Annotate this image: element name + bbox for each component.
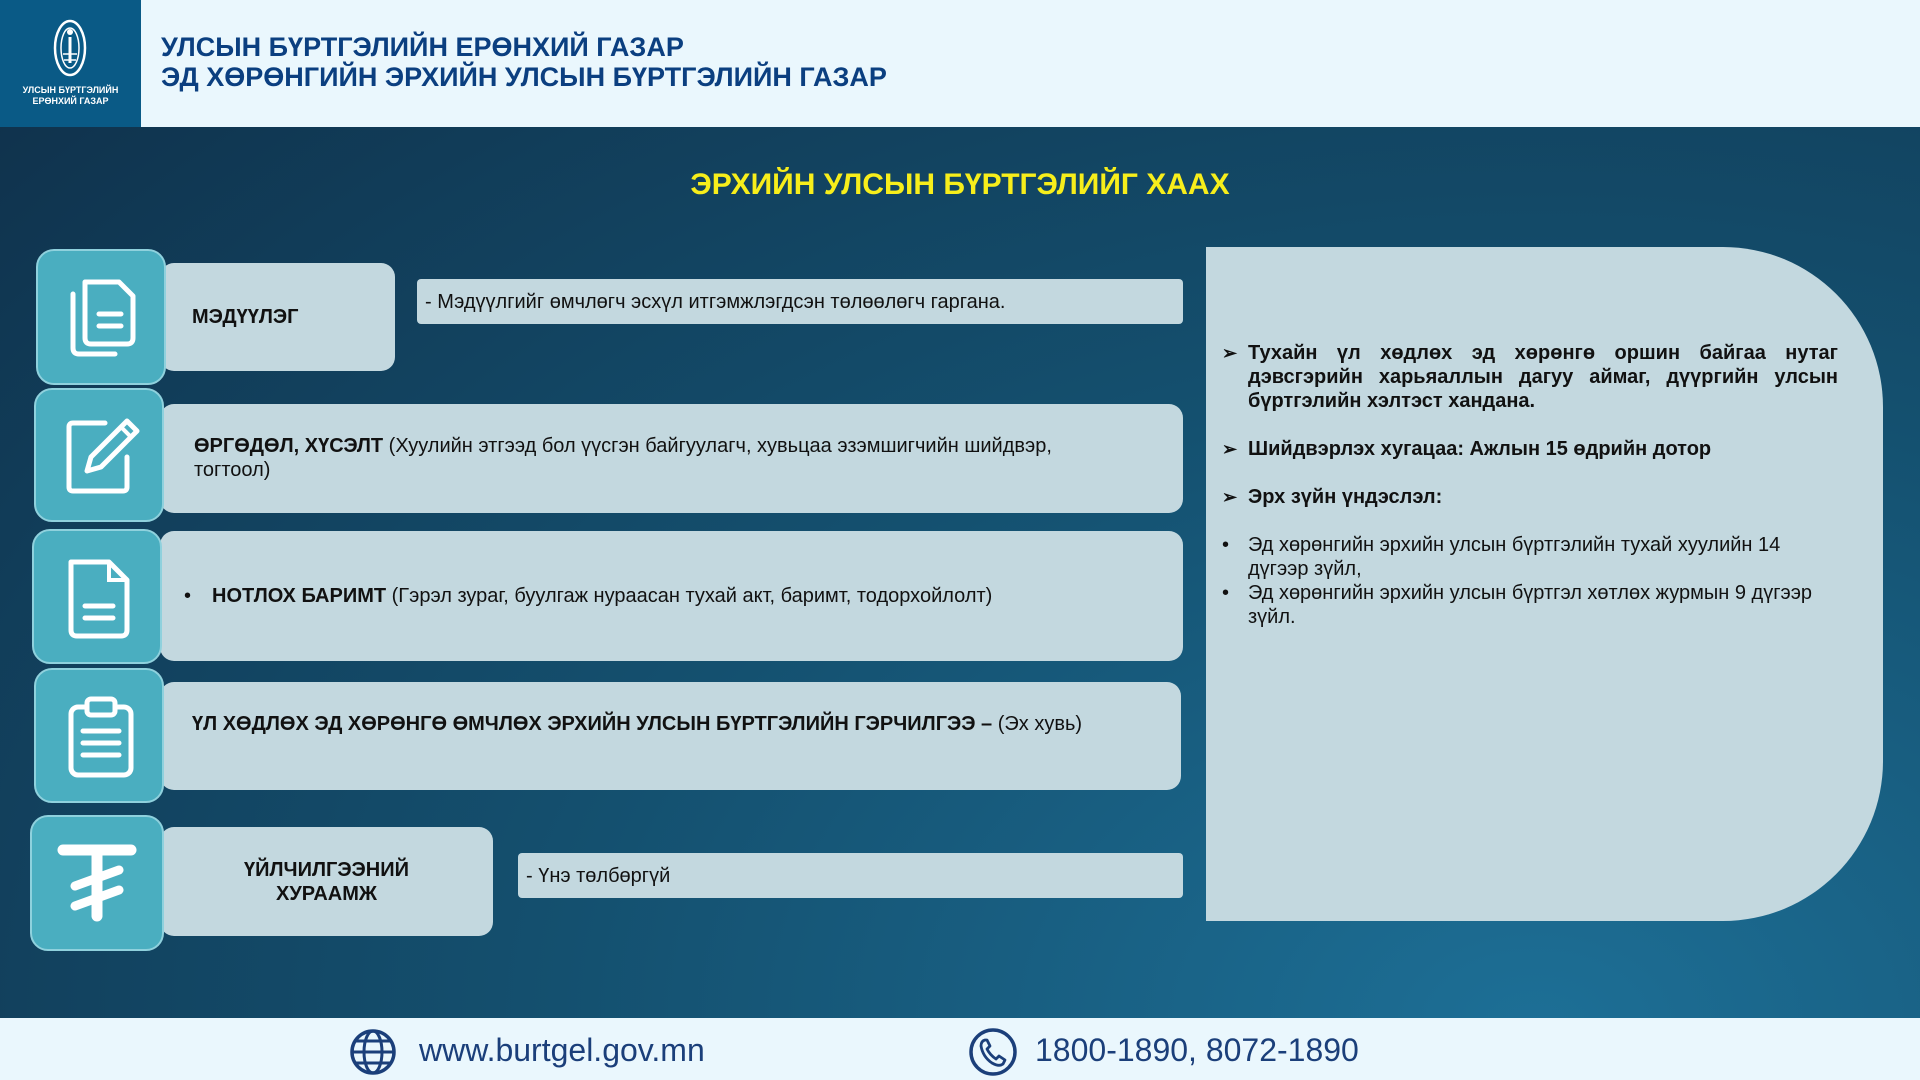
phone-number[interactable]: 1800-1890, 8072-1890 [1035, 1032, 1359, 1068]
logo [0, 0, 141, 127]
tugrik-icon [57, 842, 137, 928]
step-1-description: - Мэдүүлгийг өмчлөгч эсхүл итгэмжлэгдсэн төлөөлөгч гаргана. [417, 279, 1183, 324]
step-2-label-box [160, 404, 1183, 513]
phone-icon [968, 1027, 1018, 1077]
documents-icon [63, 276, 143, 362]
step-1-label: МЭДҮҮЛЭГ [192, 306, 299, 328]
step-4-label-detail: (Эх хувь) [992, 713, 1083, 735]
step-2-icon-box [34, 388, 164, 522]
step-3-label-detail: (Гэрэл зураг, буулгаж нураасан тухай акт, баримт, тодорхойлолт) [386, 585, 993, 607]
info-item-location: ➢ Тухайн үл хөдлөх эд хөрөнгө оршин байгаа нутаг дэвсгэрийн харьяаллын дагуу аймаг, дүүргийн улсын бүртгэлийн хэлтэст хандана. [1222, 342, 1838, 412]
organization-title [161, 32, 887, 92]
logo-line-2: ЕРӨНХИЙ ГАЗАР [32, 96, 109, 106]
step-4-label: ҮЛ ХӨДЛӨХ ЭД ХӨРӨНГӨ ӨМЧЛӨХ ЭРХИЙН УЛСЫН БҮРТГЭЛИЙН ГЭРЧИЛГЭЭ – [192, 713, 993, 735]
step-4-label-box [160, 682, 1181, 790]
step-4-icon-box [34, 668, 164, 803]
step-1-icon-box [36, 249, 166, 385]
title-line-1: УЛСЫН БҮРТГЭЛИЙН ЕРӨНХИЙ ГАЗАР [161, 32, 684, 62]
document-icon [59, 556, 139, 640]
step-3-bullet: • [184, 585, 192, 607]
logo-line-1: УЛСЫН БҮРТГЭЛИЙН [22, 85, 119, 95]
step-3-label: НОТЛОХ БАРИМТ [212, 585, 387, 607]
pencil-edit-icon [61, 415, 141, 499]
step-2-label-detail: (Хуулийн этгээд бол үүсгэн байгуулагч, хувьцаа эзэмшигчийн шийдвэр, тогтоол) [194, 435, 1052, 481]
header [0, 0, 1920, 127]
emblem-icon [52, 18, 88, 78]
step-3-icon-box [32, 529, 162, 664]
arrow-bullet-icon: ➢ [1222, 439, 1238, 459]
page-title: ЭРХИЙН УЛСЫН БҮРТГЭЛИЙГ ХААХ [690, 168, 1230, 201]
step-5-description: - Үнэ төлбөргүй [518, 853, 1183, 898]
step-2-label: ӨРГӨДӨЛ, ХҮСЭЛТ [194, 435, 384, 457]
step-3-label-box [160, 531, 1183, 661]
info-item-legal-basis: ➢ Эрх зүйн үндэслэл: [1222, 486, 1443, 508]
info-panel [1206, 247, 1883, 921]
info-item-deadline: ➢ Шийдвэрлэх хугацаа: Ажлын 15 өдрийн дотор [1222, 438, 1712, 460]
legal-basis-item: • Эд хөрөнгийн эрхийн улсын бүртгэл хөтлөх журмын 9 дүгээр зүйл. [1222, 582, 1813, 628]
step-5-icon-box [30, 815, 164, 951]
step-5-label-line-1: ҮЙЛЧИЛГЭЭНИЙ [244, 858, 409, 881]
arrow-bullet-icon: ➢ [1222, 487, 1238, 507]
step-1-label-box [160, 263, 395, 371]
arrow-bullet-icon: ➢ [1222, 343, 1238, 363]
legal-basis-item: • Эд хөрөнгийн эрхийн улсын бүртгэлийн тухай хуулийн 14 дүгээр зүйл, [1222, 534, 1781, 580]
step-5-label-line-2: ХУРААМЖ [276, 882, 377, 905]
globe-icon [349, 1028, 397, 1076]
step-5-label-box [160, 827, 493, 936]
title-line-2: ЭД ХӨРӨНГИЙН ЭРХИЙН УЛСЫН БҮРТГЭЛИЙН ГАЗАР [161, 62, 887, 92]
clipboard-icon [61, 695, 141, 779]
website-link[interactable]: www.burtgel.gov.mn [419, 1032, 705, 1068]
footer [0, 1018, 1920, 1080]
